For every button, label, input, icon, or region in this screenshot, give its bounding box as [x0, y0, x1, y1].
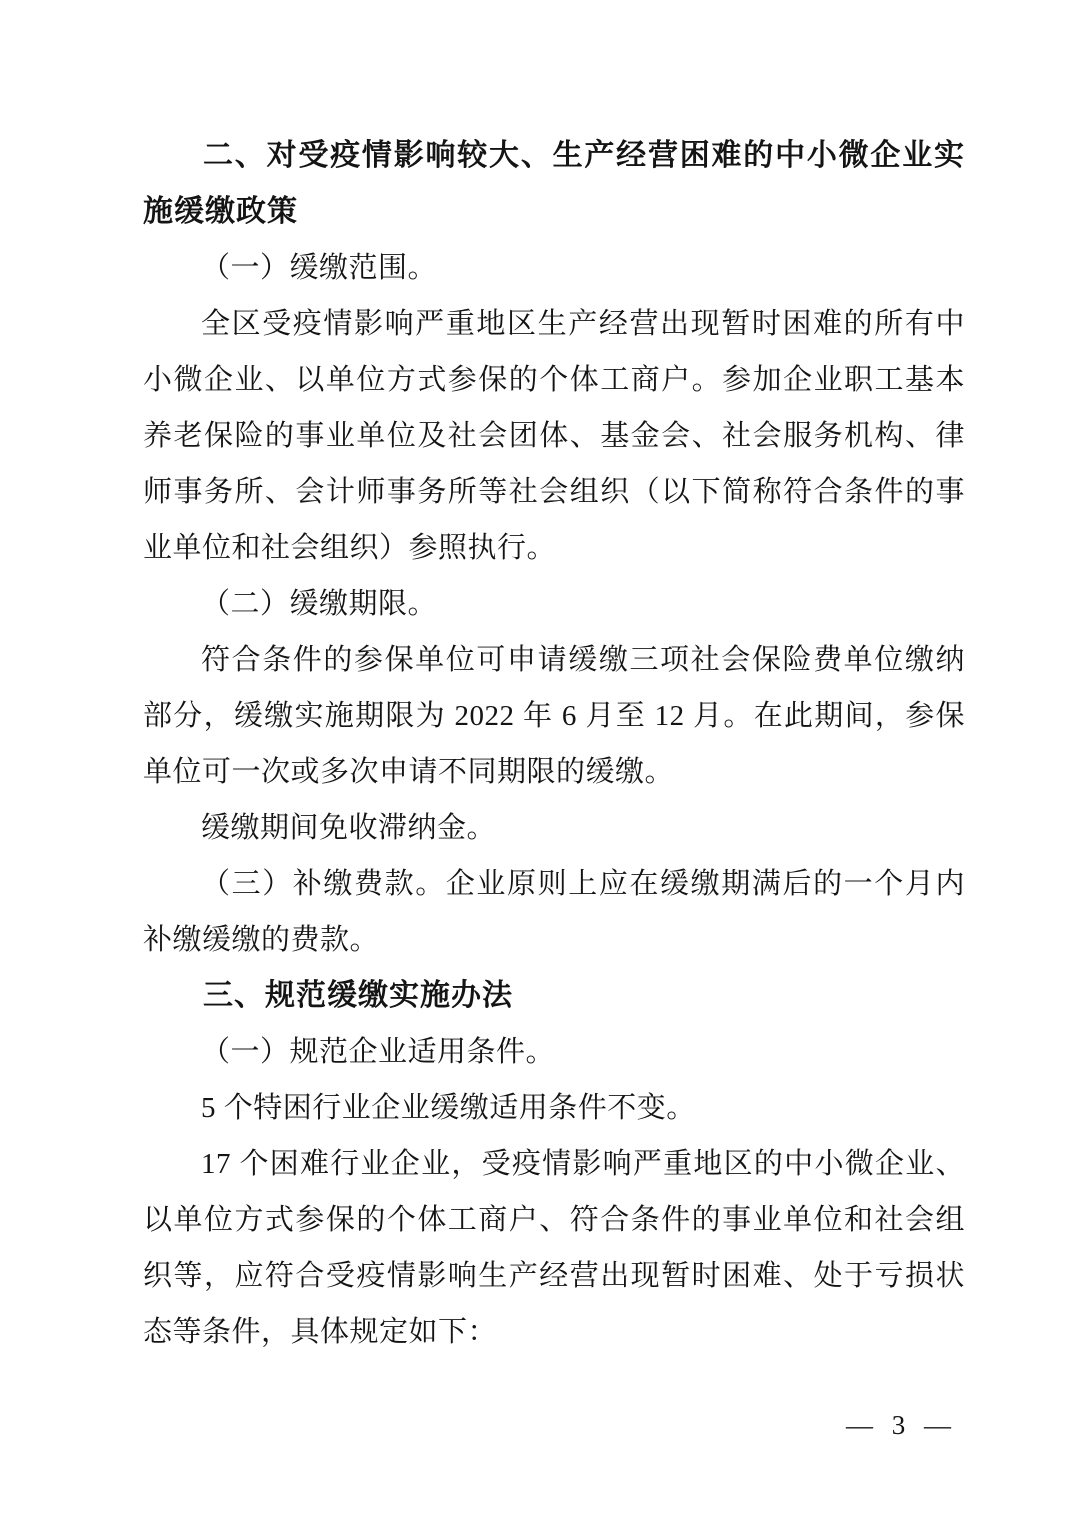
paragraph-subheading-2-3: （三）补缴费款。企业原则上应在缓缴期满后的一个月内补缴缓缴的费款。 — [143, 868, 965, 956]
section-heading-3: 三、规范缓缴实施办法 — [203, 979, 513, 1012]
paragraph-subheading-3-1: （一）规范企业适用条件。 — [201, 1036, 556, 1068]
paragraph-subheading-2-2: （二）缓缴期限。 — [201, 588, 438, 620]
paragraph-special-industries: 5 个特困行业企业缓缴适用条件不变。 — [201, 1092, 696, 1124]
paragraph-difficult-industries: 17 个困难行业企业，受疫情影响严重地区的中小微企业、以单位方式参保的个体工商户、符合条件的事业单位和社会组织等，应符合受疫情影响生产经营出现暂时困难、处于亏损状态等条件，具体规定如下： — [143, 1148, 965, 1348]
paragraph-late-fee-waiver: 缓缴期间免收滞纳金。 — [201, 812, 497, 844]
paragraph-subheading-2-1: （一）缓缴范围。 — [201, 252, 438, 284]
document-text-block — [143, 128, 965, 1360]
paragraph-deferral-period-body: 符合条件的参保单位可申请缓缴三项社会保险费单位缴纳部分，缓缴实施期限为 2022 年 6 月至 12 月。在此期间，参保单位可一次或多次申请不同期限的缓缴。 — [143, 644, 965, 788]
paragraph-scope-body: 全区受疫情影响严重地区生产经营出现暂时困难的所有中小微企业、以单位方式参保的个体工商户。参加企业职工基本养老保险的事业单位及社会团体、基金会、社会服务机构、律师事务所、会计师事务所等社会组织（以下简称符合条件的事业单位和社会组织）参照执行。 — [143, 308, 965, 564]
section-heading-2: 二、对受疫情影响较大、生产经营困难的中小微企业实施缓缴政策 — [143, 139, 965, 228]
page-number: — 3 — — [846, 1410, 957, 1440]
